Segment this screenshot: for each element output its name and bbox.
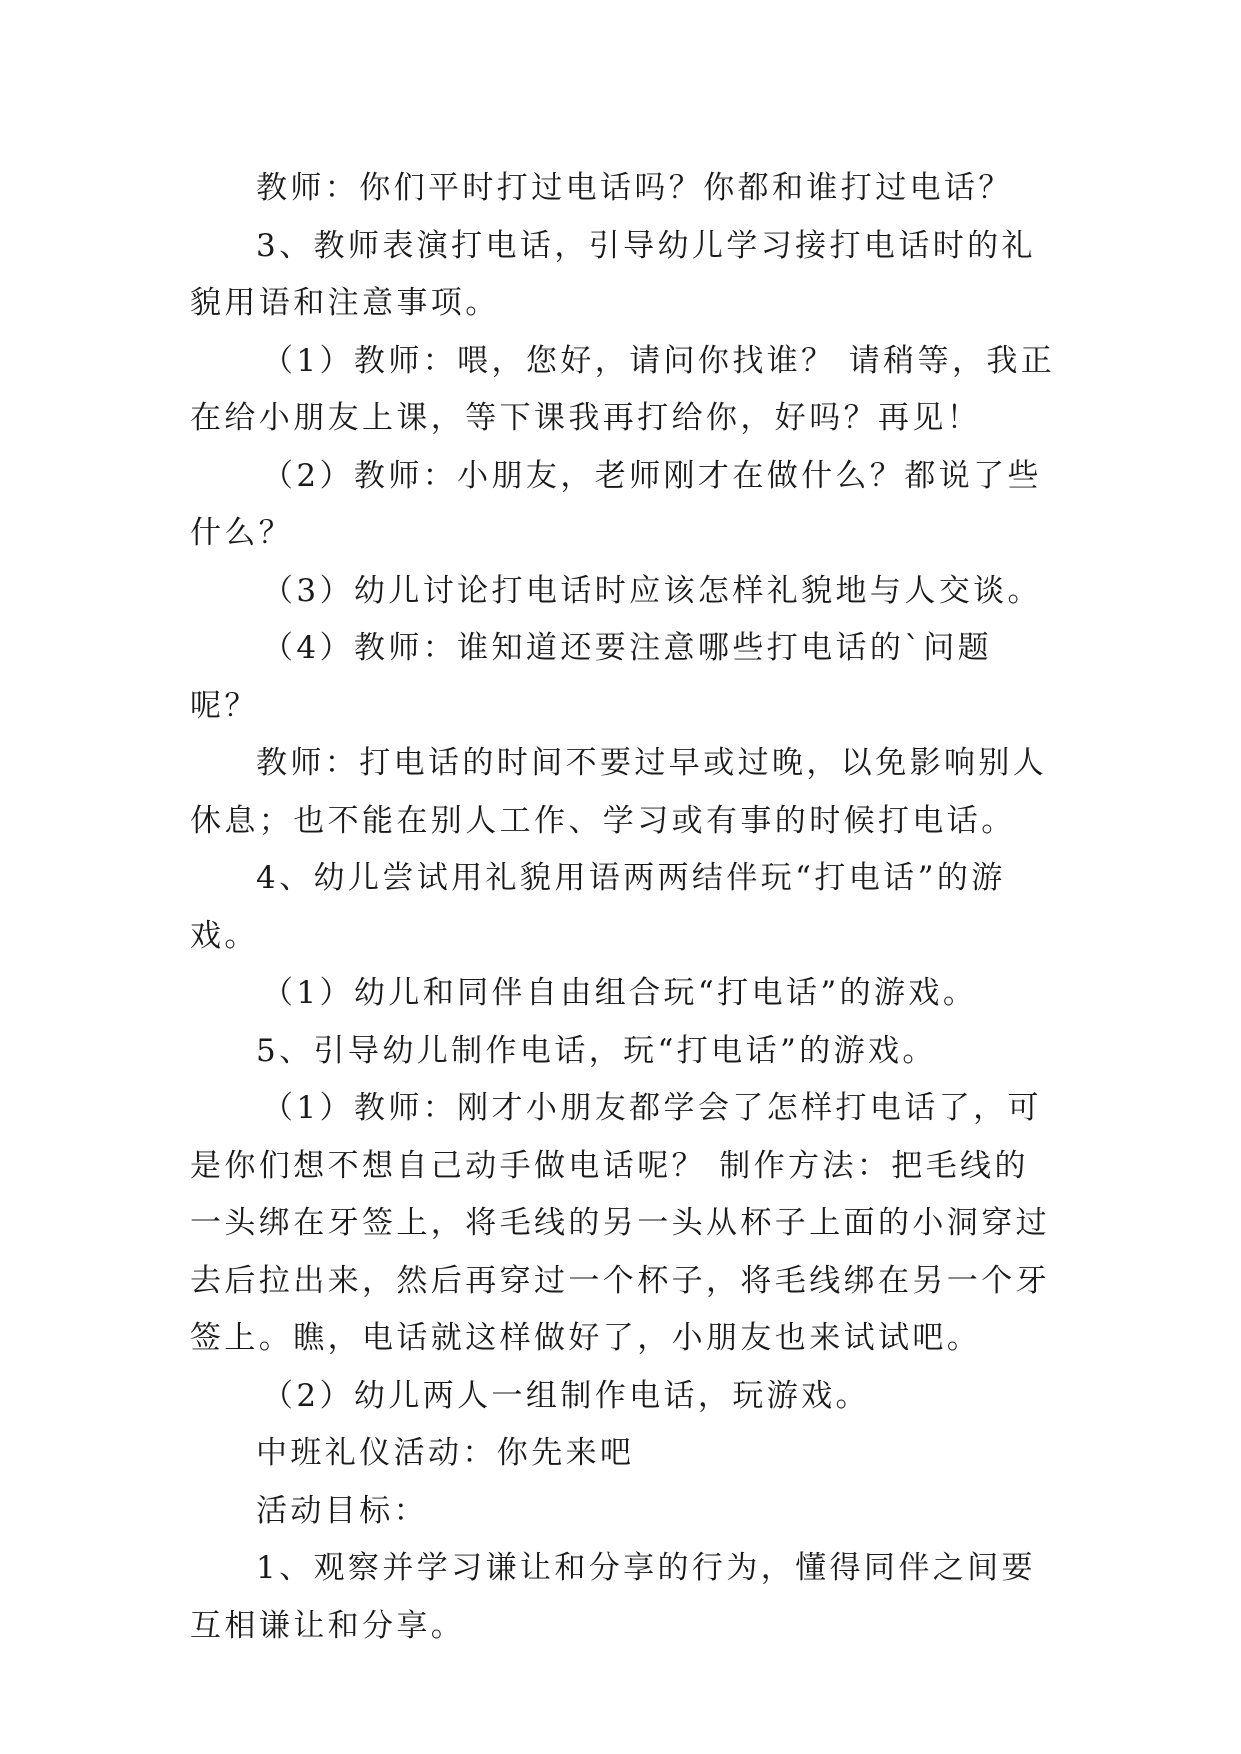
paragraph-12: （2）幼儿两人一组制作电话，玩游戏。	[262, 1377, 870, 1414]
paragraph-2: 3、教师表演打电话，引导幼儿学习接打电话时的礼貌用语和注意事项。	[190, 227, 1036, 321]
paragraph-14: 活动目标：	[256, 1492, 428, 1529]
paragraph-11: （1）教师：刚才小朋友都学会了怎样打电话了，可是你们想不想自己动手做电话呢？ 制作方法：把毛线的一头绑在牙签上，将毛线的另一头从杯子上面的小洞穿过去后拉出来，然后再穿过一个杯子，将毛线绑在另一个牙签上。瞧，电话就这样做好了，小朋友也来试试吧。	[190, 1090, 1050, 1356]
paragraph-6: （4）教师：谁知道还要注意哪些打电话的`问题呢？	[190, 630, 993, 724]
paragraph-13: 中班礼仪活动：你先来吧	[256, 1435, 635, 1471]
document-body	[190, 160, 1056, 1655]
paragraph-9: （1）幼儿和同伴自由组合玩“打电话”的游戏。	[262, 975, 978, 1011]
paragraph-1: 教师：你们平时打过电话吗？你都和谁打过电话？	[256, 170, 1013, 206]
paragraph-5: （3）幼儿讨论打电话时应该怎样礼貌地与人交谈。	[262, 572, 1042, 609]
paragraph-3: （1）教师：喂，您好，请问你找谁？ 请稍等，我正在给小朋友上课，等下课我再打给你，好吗？再见！	[190, 342, 1056, 436]
paragraph-8: 4、幼儿尝试用礼貌用语两两结伴玩“打电话”的游戏。	[190, 860, 1006, 954]
paragraph-10: 5、引导幼儿制作电话，玩“打电话”的游戏。	[256, 1032, 937, 1069]
paragraph-15: 1、观察并学习谦让和分享的行为，懂得同伴之间要互相谦让和分享。	[190, 1550, 1036, 1644]
paragraph-4: （2）教师：小朋友，老师刚才在做什么？都说了些什么？	[190, 457, 1042, 551]
paragraph-7: 教师：打电话的时间不要过早或过晚，以免影响别人休息；也不能在别人工作、学习或有事的时候打电话。	[190, 745, 1048, 839]
